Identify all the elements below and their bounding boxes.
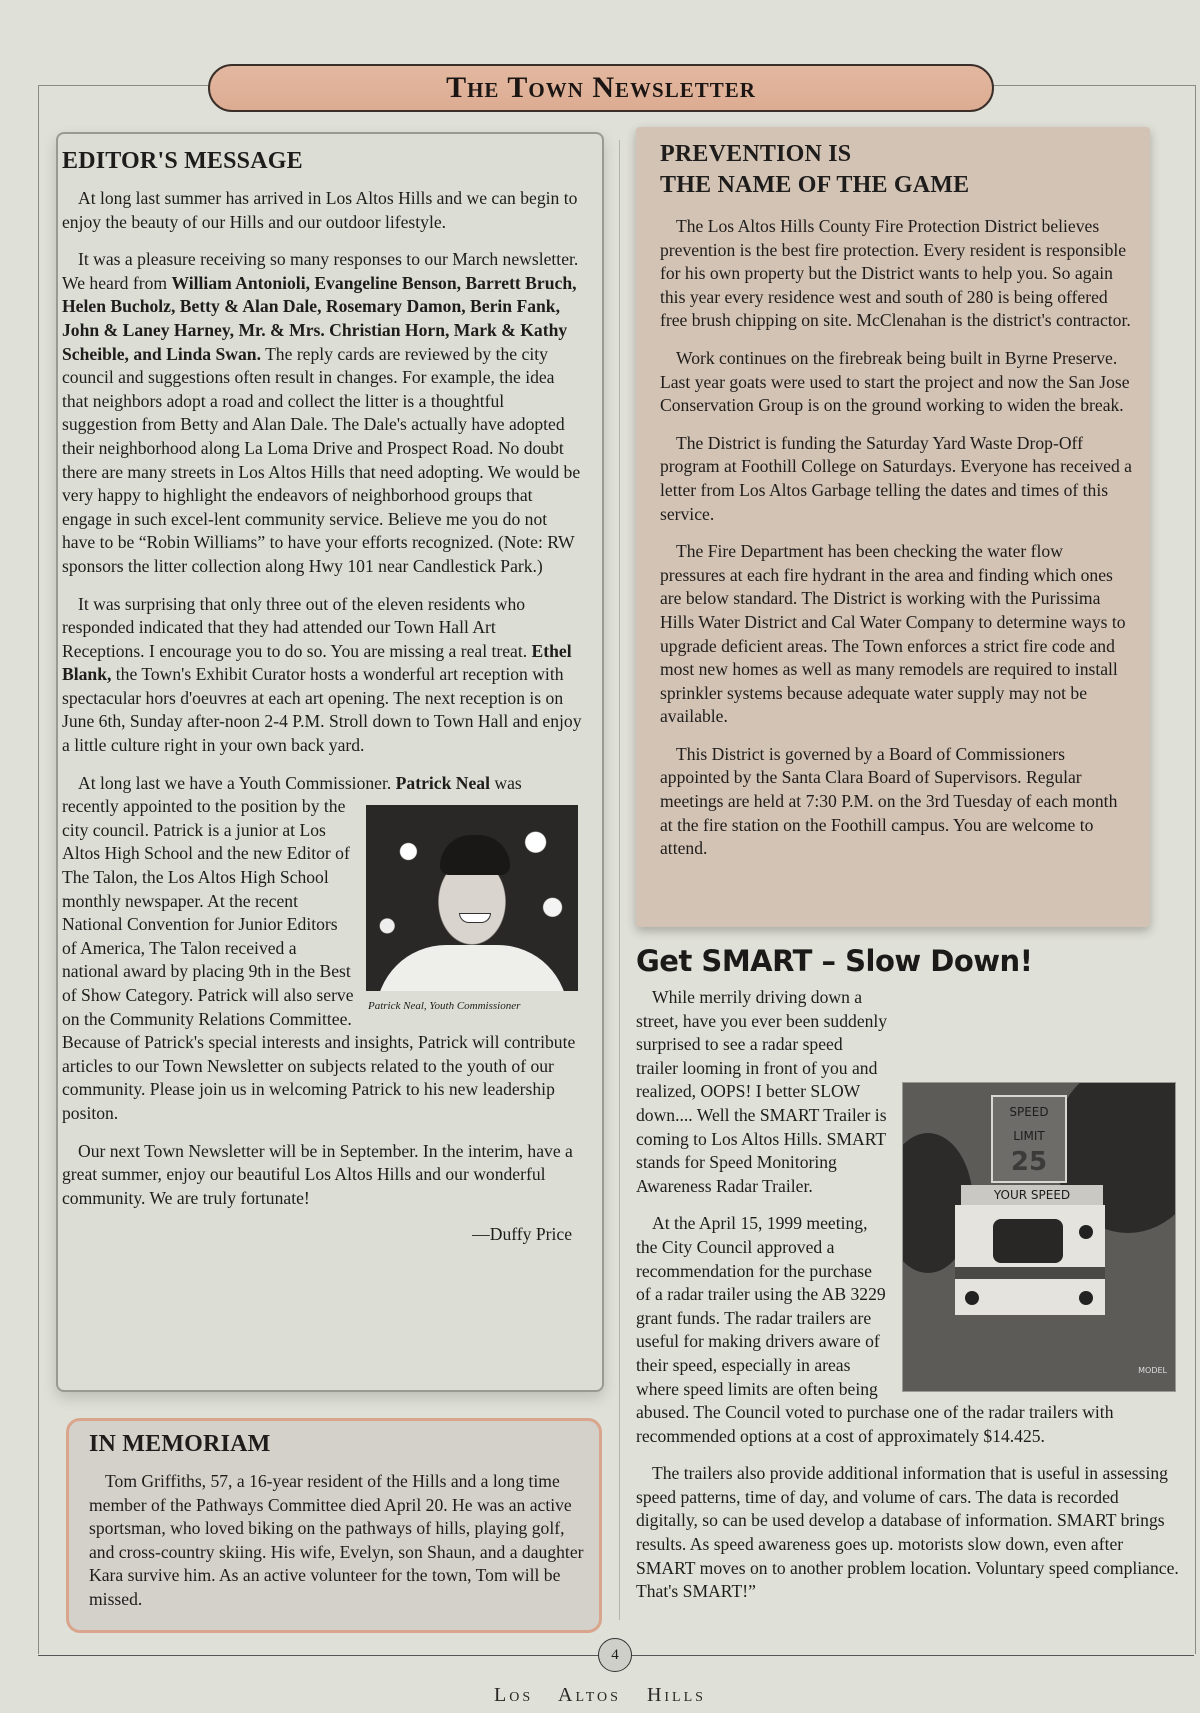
trailer-light (1079, 1225, 1093, 1239)
photo-shirt (376, 945, 568, 991)
editor-signature: —Duffy Price (472, 1224, 572, 1245)
footer-town-name: Los Altos Hills (494, 1684, 706, 1706)
smart-text: While merrily driving down a street, have you ever been suddenly surprised to see a radar speed trailer looming in front of you and realized, OOPS! I better SLOW down.... Well the SMART Trailer is coming to Los Altos Hills. SMART stands for Speed Monitoring Awareness Radar Trailer. (636, 987, 888, 1196)
page-number: 4 (598, 1638, 632, 1672)
editor-text: the Town's Exhibit Curator hosts a wonderful art reception with spectacular hors d'oeuvres at each art opening. The next reception is on June 6th, Sunday after-noon 2-4 P.M. Stroll down to Town Hall and enjoy a little culture right in your own back yard. (62, 664, 582, 756)
sign-line-1: SPEED (1009, 1105, 1049, 1119)
trailer-body (955, 1205, 1105, 1315)
prevention-heading-line-2: THE NAME OF THE GAME (660, 172, 970, 198)
prevention-paragraph: The Fire Department has been checking the water flow pressures at each fire hydrant in the area and finding which ones are below standard. The District is working with the Purissima Hills Water District and Cal Water Company to determine ways to upgrade deficient areas. The Town enforces a strict fire code and most new homes as well as many remodels are required to install sprinkler systems because adequate water supply may not be available. (660, 541, 1126, 727)
prevention-heading (660, 139, 1132, 201)
smart-paragraph: The trailers also provide additional information that is useful in assessing speed patterns, time of day, and volume of cars. The data is recorded digitally, so can be used develop a database of information. SMART brings results. As speed awareness goes up. motorists slow down, even after SMART moves on to another problem location. Voluntary speed compliance. That's SMART!” (636, 1463, 1179, 1602)
editors-message-heading: EDITOR'S MESSAGE (62, 148, 303, 174)
prevention-box (636, 127, 1150, 927)
speed-limit-sign (991, 1095, 1067, 1183)
editors-message-box (56, 132, 604, 1392)
memoriam-paragraph: Tom Griffiths, 57, a 16-year resident of the Hills and a long time member of the Pathways Committee died April 20. He was an active sportsman, who loved biking on the pathways of hills, playing golf, and cross-country skiing. His wife, Evelyn, son Shaun, and a daughter Kara survive him. As an active volunteer for the town, Tom will be missed. (89, 1471, 584, 1609)
smart-heading: Get SMART – Slow Down! (636, 944, 1033, 978)
trailer-light (965, 1291, 979, 1305)
trailer-stripe (955, 1267, 1105, 1279)
editor-paragraph: Our next Town Newsletter will be in September. In the interim, have a great summer, enjoy our beautiful Los Altos Hills and our wonderful community. We are truly fortunate! (62, 1140, 573, 1208)
patrick-photo-figure (366, 805, 578, 1019)
editor-paragraph (62, 248, 582, 578)
smart-paragraph: At the April 15, 1999 meeting, the City Council approved a recommendation for the purchase of a radar trailer using the AB 3229 grant funds. The radar trailers are useful for making drivers aware of their speed, especially in areas where speed limits are often being abused. The Council voted to purchase one of the radar trailers with recommended options at a cost of approximately $14.425. (636, 1213, 1114, 1446)
curator-name: Ethel Blank, (62, 640, 572, 685)
newsletter-title: The Town Newsletter (208, 64, 994, 112)
editor-paragraph (62, 593, 582, 758)
in-memoriam-box (66, 1418, 602, 1633)
radar-trailer-photo (902, 1082, 1176, 1392)
editor-paragraph: At long last summer has arrived in Los Altos Hills and we can begin to enjoy the beauty of our Hills and our outdoor lifestyle. (62, 188, 578, 232)
photo-caption: Patrick Neal, Youth Commissioner (368, 1000, 521, 1013)
prevention-paragraph: The District is funding the Saturday Yard Waste Drop-Off program at Foothill College on Saturdays. Everyone has received a letter from Los Altos Garbage telling the dates and times of this service. (660, 432, 1132, 524)
smart-article (636, 944, 1184, 1618)
editor-text: At long last we have a Youth Commissioner. (78, 772, 396, 793)
sign-line-2: LIMIT (1013, 1128, 1045, 1143)
trailer-light (1079, 1291, 1093, 1305)
prevention-paragraph: This District is governed by a Board of Commissioners appointed by the Santa Clara Board of Supervisors. Regular meetings are held at 7:30 P.M. on the 3rd Tuesday of each month at the fire station on the Foothill campus. You are welcome to attend. (660, 743, 1118, 859)
prevention-heading-line-1: PREVENTION IS (660, 141, 852, 167)
sign-value: 25 (1010, 1147, 1048, 1178)
editor-text: The reply cards are reviewed by the city council and suggestions often result in changes. For example, the idea that neighbors adopt a road and collect the litter is a thoughtful suggestion from Betty and Alan Dale. The Dale's actually have adopted their neighborhood along La Loma Drive and Prospect Road. No doubt there are many streets in Los Altos Hills that need adopting. We would be very happy to highlight the endeavors of neighborhood groups that engage in such excel-lent community service. Believe me you do not have to be “Robin Williams” to have your efforts recognized. (Note: RW sponsors the litter collection along Hwy 101 near Candlestick Park.) (62, 343, 581, 576)
editor-text: It was a pleasure receiving so many responses to our March newsletter. We heard from (62, 249, 579, 293)
commissioner-name: Patrick Neal (395, 772, 490, 793)
model-mark: MODEL (1138, 1366, 1167, 1376)
editor-text: was recently appointed to the position by the city council. Patrick is a junior at Los Altos High School and the new Editor of The Talon, the Los Altos High School monthly newspaper. At the recent National Convention for Junior Editors of America, The Talon received a national award by placing 9th in the Best of Show Category. Patrick will also serve on the Community Relations Committee. Because of Patrick's special interests and insights, Patrick will contribute articles to our Town Newsletter on subjects related to the youth of our community. Please join us in welcoming Patrick to his new leadership positon. (62, 772, 576, 1123)
speed-display (993, 1219, 1063, 1263)
your-speed-label: YOUR SPEED (961, 1185, 1103, 1205)
in-memoriam-heading: IN MEMORIAM (89, 1431, 271, 1457)
photo-smile (459, 913, 491, 923)
editor-text: It was surprising that only three out of the eleven residents who responded indicated that they had attended our Town Hall Art Receptions. I encourage you to do so. You are missing a real treat. (62, 593, 532, 661)
column-divider (619, 140, 620, 1620)
patrick-neal-photo (366, 805, 578, 991)
photo-hair (440, 835, 510, 875)
prevention-paragraph: The Los Altos Hills County Fire Protection District believes prevention is the best fire protection. Every resident is responsible for his own property but the District wants to help you. So again this year every residence west and south of 280 is being offered free brush chipping on site. McClenahan is the district's contractor. (660, 216, 1131, 331)
prevention-paragraph: Work continues on the firebreak being built in Byrne Preserve. Last year goats were used to start the project and now the San Jose Conservation Group is on the ground working to widen the break. (660, 347, 1130, 416)
respondent-names: William Antonioli, Evangeline Benson, Barrett Bruch, Helen Bucholz, Betty & Alan Dale, Rosemary Damon, Berin Fank, John & Laney Harney, Mr. & Mrs. Christian Horn, Mark & Kathy Scheible, and Linda Swan. (62, 272, 577, 364)
editor-paragraph (62, 772, 582, 1126)
